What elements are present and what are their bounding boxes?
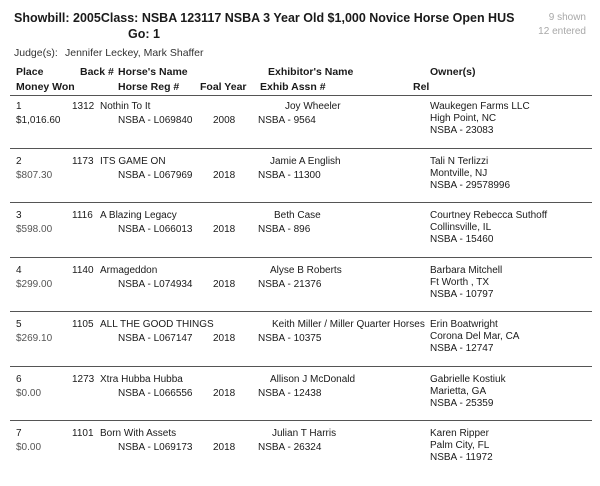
money-won: $598.00 — [16, 224, 53, 235]
foal-year: 2018 — [213, 387, 236, 399]
owner-city: Marietta, GA — [430, 385, 487, 397]
back-number: 1101 — [72, 428, 94, 439]
horse-name: Xtra Hubba Hubba — [100, 373, 183, 385]
col-back-number: Back # — [80, 66, 114, 78]
horse-name: A Blazing Legacy — [100, 210, 177, 221]
owner-name: Tali N Terlizzi — [430, 155, 489, 167]
owner-name: Gabrielle Kostiuk — [430, 373, 506, 385]
row-divider — [10, 148, 592, 149]
col-horse-name: Horse's Name — [118, 66, 188, 78]
table-row — [0, 315, 600, 377]
exhibitor-name: Alyse B Roberts — [270, 264, 342, 276]
money-won: $1,016.60 — [16, 115, 61, 126]
back-number: 1273 — [72, 373, 95, 385]
place: 6 — [16, 373, 22, 385]
horse-reg: NSBA - L066556 — [118, 387, 193, 399]
money-won: $0.00 — [16, 387, 42, 399]
shown-count: 9 shown — [548, 12, 586, 23]
row-divider — [10, 311, 592, 312]
owner-city: Corona Del Mar, CA — [430, 331, 520, 342]
owner-name: Erin Boatwright — [430, 319, 498, 330]
horse-reg: NSBA - L074934 — [118, 278, 193, 290]
foal-year: 2018 — [213, 333, 236, 344]
horse-reg: NSBA - L069173 — [118, 442, 193, 453]
place: 5 — [16, 319, 22, 330]
foal-year: 2008 — [213, 115, 236, 126]
money-won: $269.10 — [16, 333, 53, 344]
col-horse-reg: Horse Reg # — [118, 81, 180, 93]
entered-count: 12 entered — [538, 26, 586, 37]
table-row — [0, 370, 600, 432]
horse-name: Born With Assets — [100, 428, 177, 439]
exhibitor-name: Keith Miller / Miller Quarter Horses — [272, 319, 425, 330]
owner-city: Montville, NJ — [430, 167, 488, 179]
back-number: 1173 — [72, 155, 94, 167]
col-owners: Owner(s) — [430, 66, 476, 78]
table-row — [0, 152, 600, 214]
horse-reg: NSBA - L069840 — [118, 115, 193, 126]
exhibitor-name: Joy Wheeler — [285, 101, 341, 112]
owner-city: Collinsville, IL — [430, 222, 492, 233]
owner-city: High Point, NC — [430, 113, 497, 124]
col-exhib-assn: Exhib Assn # — [260, 81, 326, 93]
place: 4 — [16, 264, 22, 276]
exhib-assn: NSBA - 12438 — [258, 387, 322, 399]
horse-name: ITS GAME ON — [100, 155, 166, 167]
back-number: 1105 — [72, 319, 94, 330]
horse-name: ALL THE GOOD THINGS — [100, 319, 214, 330]
col-rel: Rel — [413, 81, 430, 93]
exhib-assn: NSBA - 26324 — [258, 442, 322, 453]
col-place: Place — [16, 66, 44, 78]
col-money-won: Money Won — [16, 81, 75, 93]
money-won: $0.00 — [16, 442, 42, 453]
judges-names: Jennifer Leckey, Mark Shaffer — [65, 47, 204, 59]
exhibitor-name: Allison J McDonald — [270, 373, 356, 385]
col-foal-year: Foal Year — [200, 81, 247, 93]
exhib-assn: NSBA - 896 — [258, 224, 311, 235]
row-divider — [10, 420, 592, 421]
horse-reg: NSBA - L067147 — [118, 333, 193, 344]
table-row — [0, 261, 600, 323]
go-label: Go: 1 — [128, 27, 160, 41]
back-number: 1116 — [72, 210, 93, 221]
horse-name: Armageddon — [100, 264, 158, 276]
judges-label: Judge(s): — [14, 47, 58, 59]
owner-assn: NSBA - 12747 — [430, 343, 494, 354]
exhib-assn: NSBA - 21376 — [258, 278, 322, 290]
exhib-assn: NSBA - 9564 — [258, 115, 316, 126]
exhibitor-name: Beth Case — [274, 210, 321, 221]
owner-name: Karen Ripper — [430, 428, 489, 439]
owner-name: Courtney Rebecca Suthoff — [430, 210, 548, 221]
exhib-assn: NSBA - 10375 — [258, 333, 322, 344]
back-number: 1140 — [72, 264, 94, 276]
place: 3 — [16, 210, 22, 221]
exhib-assn: NSBA - 11300 — [258, 169, 321, 181]
money-won: $299.00 — [16, 278, 53, 290]
owner-name: Waukegen Farms LLC — [430, 101, 530, 112]
table-row — [0, 97, 600, 159]
back-number: 1312 — [72, 101, 95, 112]
owner-assn: NSBA - 10797 — [430, 288, 494, 300]
header-divider — [10, 95, 592, 96]
place: 1 — [16, 101, 22, 112]
place: 7 — [16, 428, 22, 439]
owner-assn: NSBA - 25359 — [430, 397, 494, 409]
row-divider — [10, 257, 592, 258]
row-divider — [10, 366, 592, 367]
table-row — [0, 424, 600, 486]
owner-assn: NSBA - 23083 — [430, 125, 494, 136]
foal-year: 2018 — [213, 224, 236, 235]
foal-year: 2018 — [213, 169, 236, 181]
money-won: $807.30 — [16, 169, 53, 181]
exhibitor-name: Jamie A English — [270, 155, 341, 167]
foal-year: 2018 — [213, 442, 236, 453]
place: 2 — [16, 155, 22, 167]
table-row — [0, 206, 600, 268]
owner-name: Barbara Mitchell — [430, 264, 503, 276]
owner-assn: NSBA - 29578996 — [430, 179, 511, 191]
owner-assn: NSBA - 15460 — [430, 234, 494, 245]
owner-city: Palm City, FL — [430, 440, 490, 451]
col-exhibitor-name: Exhibitor's Name — [268, 66, 354, 78]
horse-name: Nothin To It — [100, 101, 151, 112]
row-divider — [10, 202, 592, 203]
owner-city: Ft Worth , TX — [430, 276, 490, 288]
owner-assn: NSBA - 11972 — [430, 452, 493, 463]
showbill-title: Showbill: 2005Class: NSBA 123117 NSBA 3 Year Old $1,000 Novice Horse Open HUS — [14, 11, 515, 25]
horse-reg: NSBA - L066013 — [118, 224, 193, 235]
horse-reg: NSBA - L067969 — [118, 169, 193, 181]
foal-year: 2018 — [213, 278, 236, 290]
exhibitor-name: Julian T Harris — [272, 428, 337, 439]
